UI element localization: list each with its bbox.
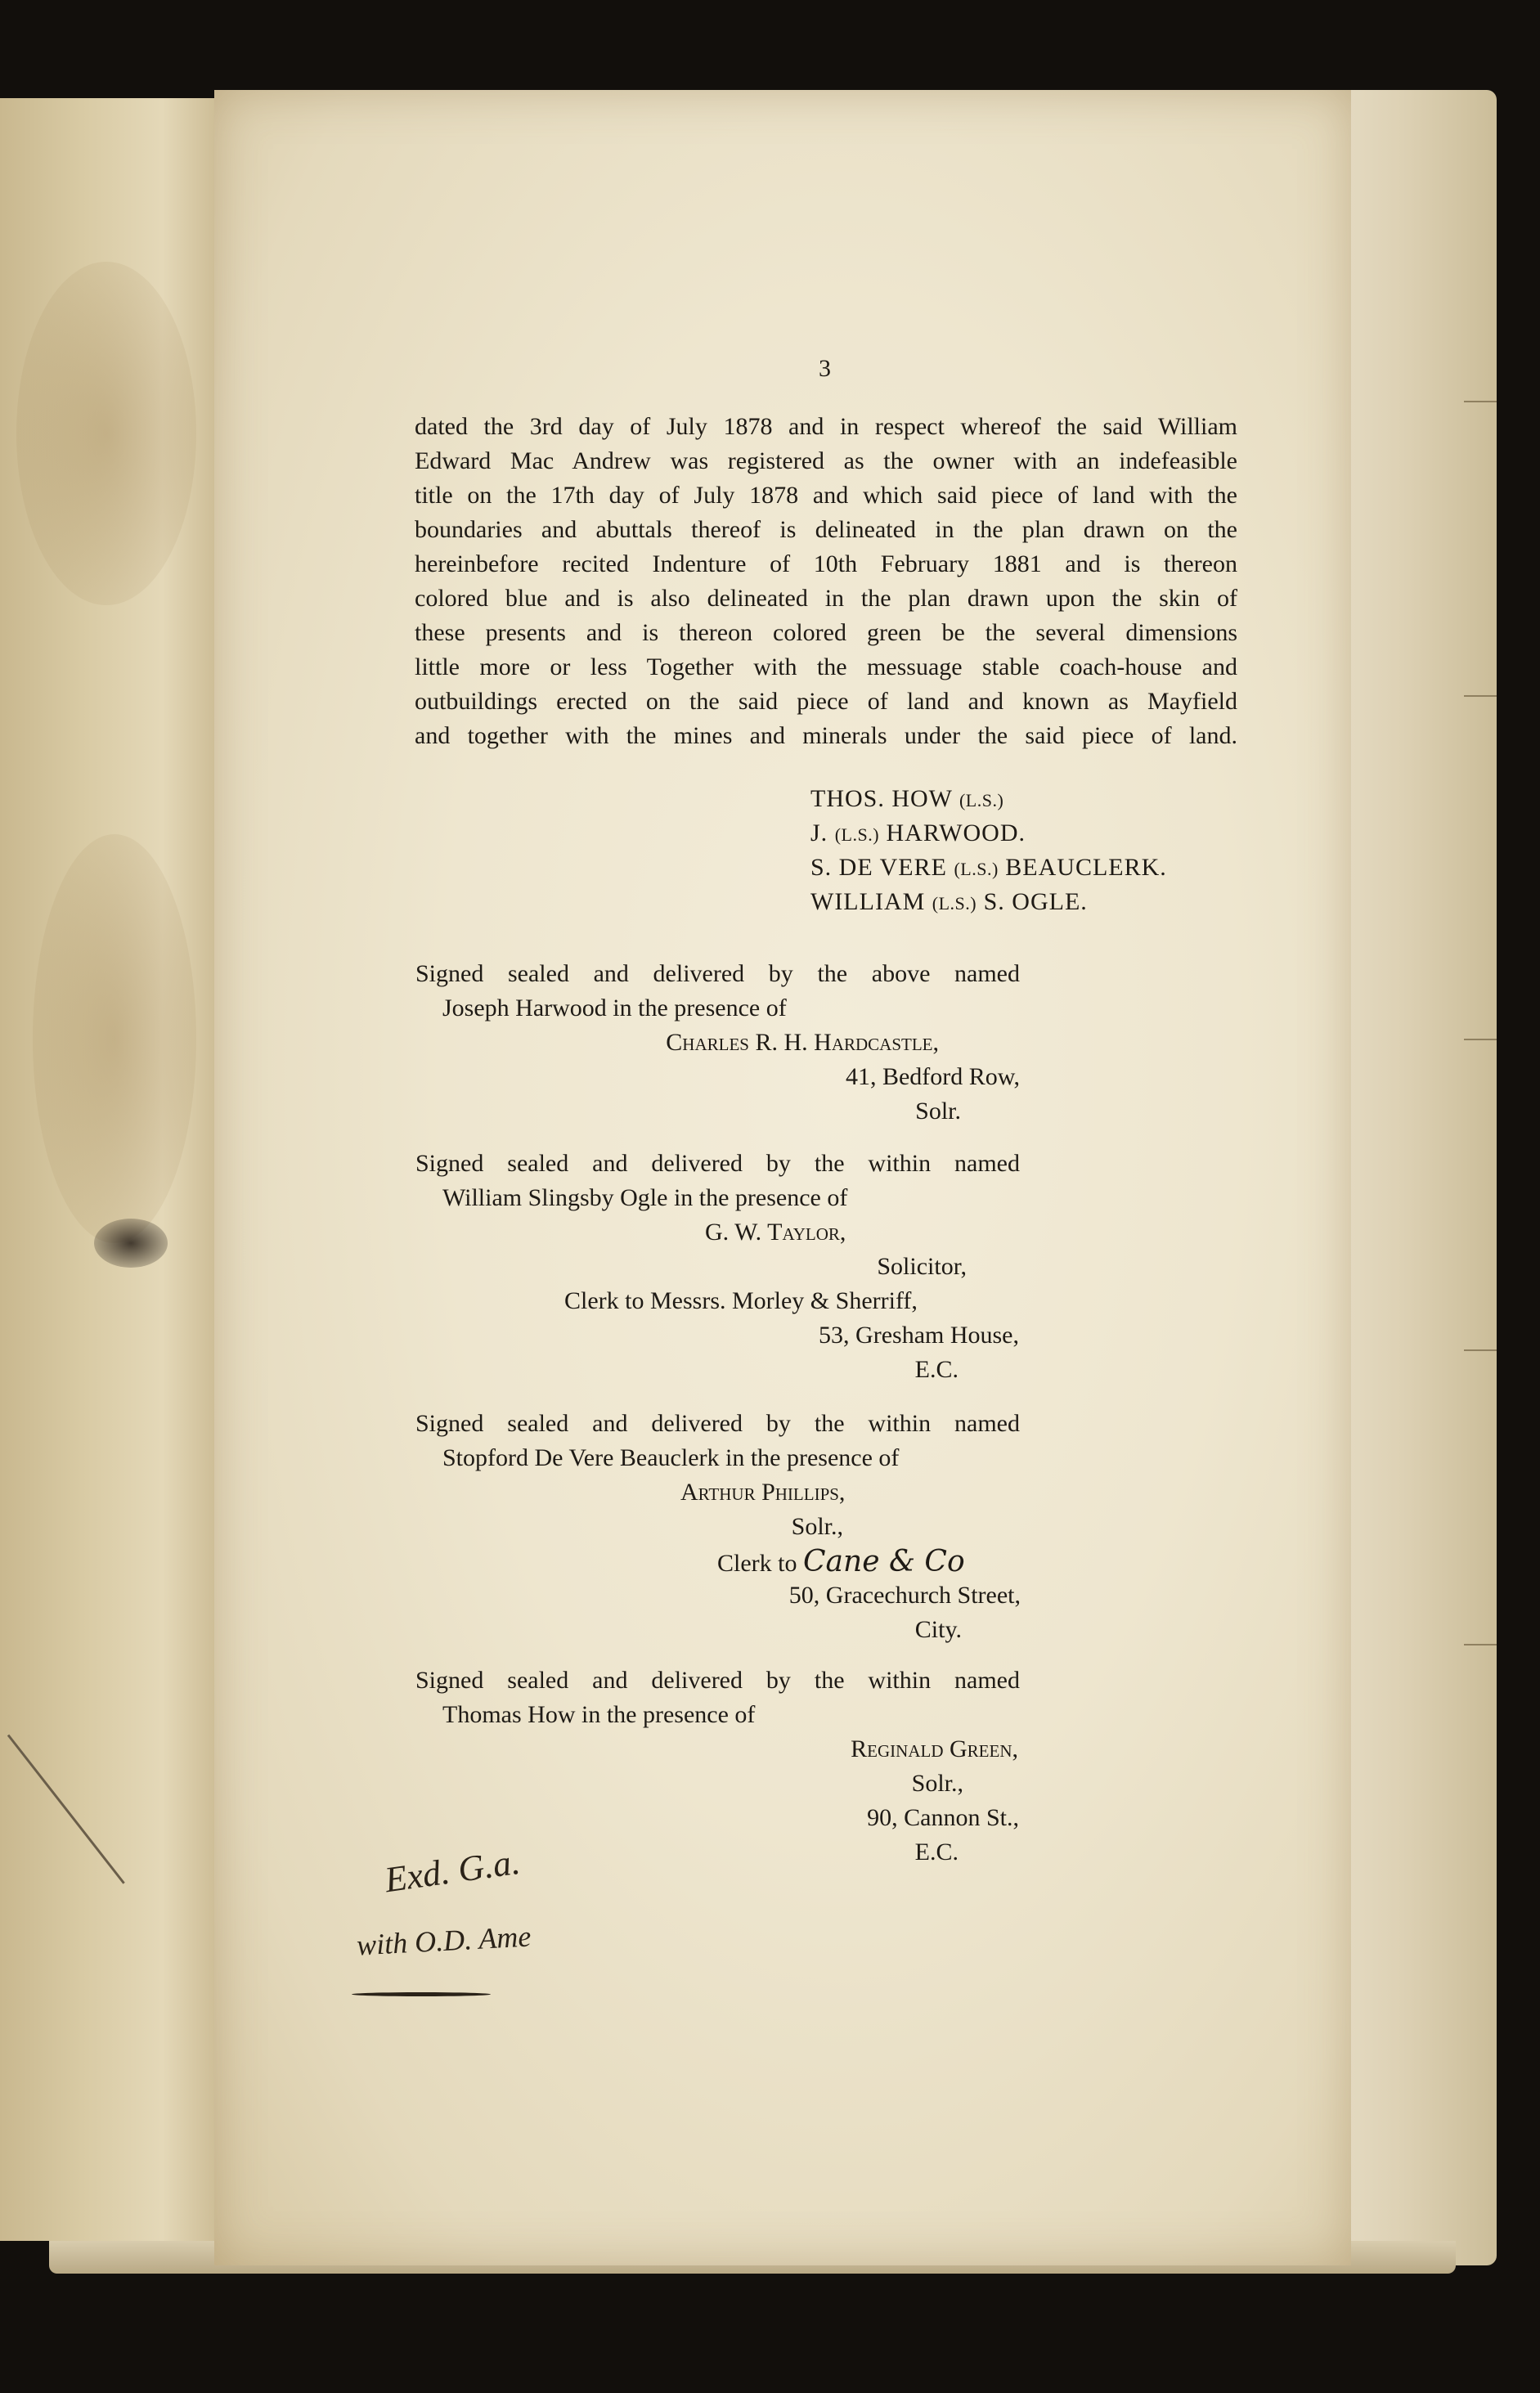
witness-name: Charles R. H. Hardcastle, [666,1029,939,1056]
seal-mark: (L.S.) [954,859,999,879]
attestation-line: Signed sealed and delivered by the within named [415,1150,1020,1177]
body-line: hereinbefore recited Indenture of 10th February 1881 and is thereon [415,550,1237,577]
witness-address: Clerk to Messrs. Morley & Sherriff, [564,1287,918,1314]
attestation-line: Signed sealed and delivered by the above named [415,960,1020,987]
signature-name: S. OGLE. [977,888,1088,915]
leaf-edge [1464,1039,1497,1040]
signature-name: HARWOOD. [879,819,1026,846]
witness-address: 90, Cannon St., [867,1804,1019,1831]
body-line: these presents and is thereon colored green be the several dimensions [415,619,1237,646]
witness-address: Solr., [791,1513,843,1540]
signature-name: S. DE VERE [810,854,954,881]
body-line: Edward Mac Andrew was registered as the owner with an indefeasible [415,447,1237,474]
signature-line [810,855,1167,880]
body-line: title on the 17th day of July 1878 and which said piece of land with the [415,482,1237,509]
handwritten-firm: Cane & Co [803,1545,965,1578]
witness-address: E.C. [914,1839,959,1865]
signature-name: J. [810,819,835,846]
seal-mark: (L.S.) [834,824,880,845]
attestation-line: Joseph Harwood in the presence of [442,994,787,1021]
signature-name: THOS. HOW [810,785,959,812]
witness-address: E.C. [914,1356,959,1383]
signature-name: WILLIAM [810,888,932,915]
signature-line [810,821,1026,846]
margin-annotation-line: Exd. G.a. [382,1841,523,1901]
body-line: dated the 3rd day of July 1878 and in respect whereof the said William [415,413,1237,440]
witness-address: Solr. [915,1098,961,1125]
witness-address [717,1547,965,1577]
margin-annotation-line: with O.D. Ame [356,1919,532,1962]
annotation-underline [352,1992,491,1996]
clerk-prefix: Clerk to [717,1550,803,1577]
witness-name: G. W. Taylor, [705,1219,846,1246]
leaf-edge [1464,401,1497,402]
body-line: little more or less Together with the messuage stable coach-house and [415,653,1237,680]
leaf-edge [1464,695,1497,697]
witness-name: Arthur Phillips, [680,1479,846,1506]
attestation-line: Stopford De Vere Beauclerk in the presence of [442,1444,900,1471]
witness-address: 50, Gracechurch Street, [788,1582,1021,1609]
body-line: and together with the mines and minerals under the said piece of land. [415,722,1237,749]
attestation-line: Signed sealed and delivered by the within named [415,1410,1020,1437]
page-number: 3 [819,355,831,382]
body-line: outbuildings erected on the said piece of land and known as Mayfield [415,688,1237,715]
body-line: colored blue and is also delineated in the plan drawn upon the skin of [415,585,1237,612]
attestation-line: Signed sealed and delivered by the within named [415,1667,1020,1694]
leaf-edge [1464,1644,1497,1645]
body-line: boundaries and abuttals thereof is delineated in the plan drawn on the [415,516,1237,543]
left-board-stain [33,834,196,1243]
ink-blot [94,1219,168,1268]
seal-mark: (L.S.) [959,790,1004,810]
witness-name: Reginald Green, [851,1735,1018,1762]
witness-address: 41, Bedford Row, [845,1063,1020,1090]
signature-line [810,787,1003,811]
pen-stroke-mark [7,1735,125,1884]
attestation-line: William Slingsby Ogle in the presence of [442,1184,848,1211]
left-board-stain [16,262,196,605]
witness-address: Solicitor, [877,1253,967,1280]
witness-address: 53, Gresham House, [819,1322,1019,1349]
witness-address: Solr., [911,1770,963,1797]
signature-line [810,890,1088,914]
seal-mark: (L.S.) [932,893,977,914]
leaf-edge [1464,1349,1497,1351]
attestation-line: Thomas How in the presence of [442,1701,756,1728]
witness-address: City. [914,1616,962,1643]
signature-name: BEAUCLERK. [998,854,1167,881]
left-book-board [0,98,219,2241]
